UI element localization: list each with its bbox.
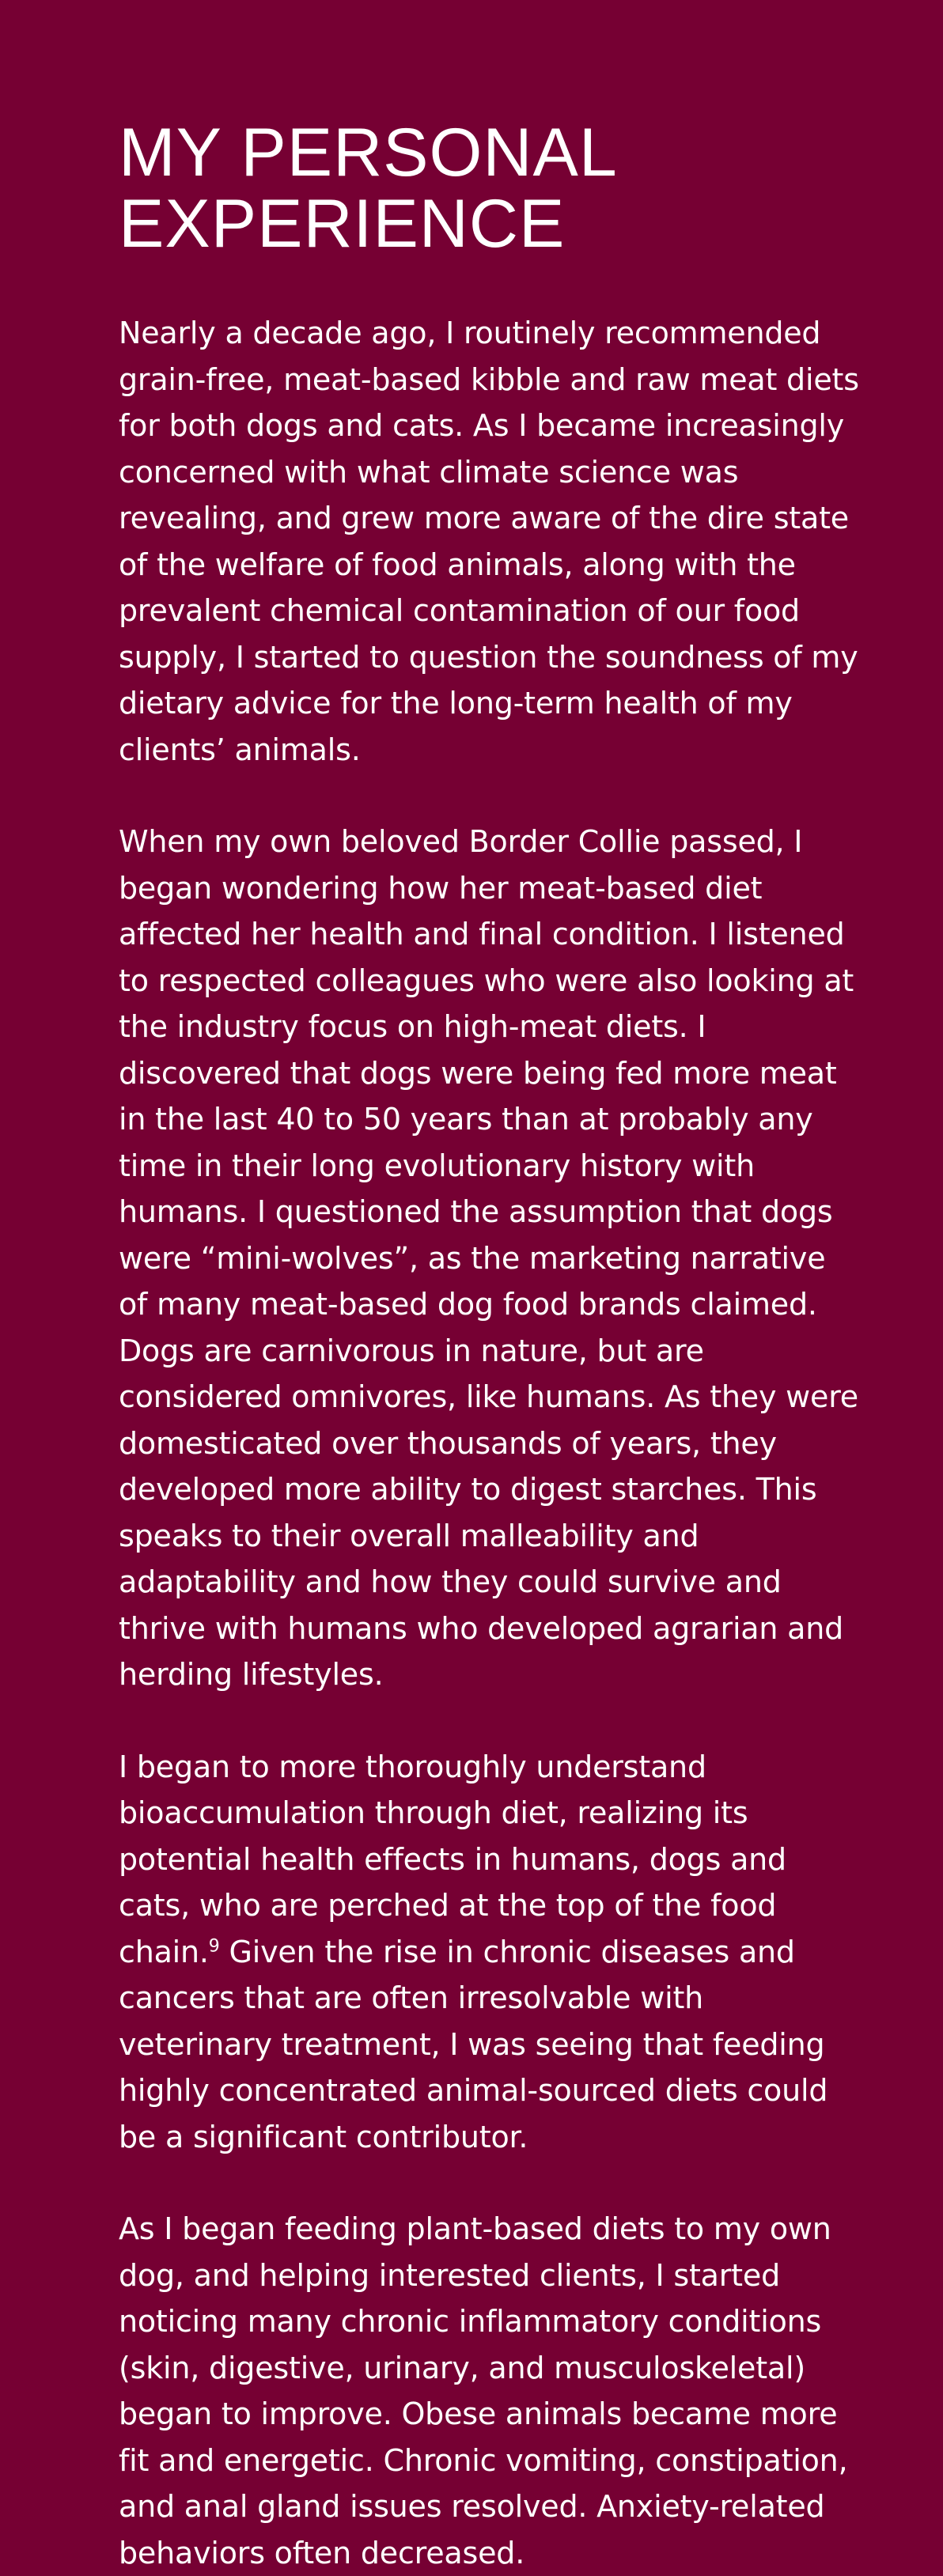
paragraph-plant-based: As I began feeding plant-based diets to my own dog, and helping interested clients, I started noticing many chronic inflammatory conditions (skin, digestive, urinary, and musculoskeletal) began to improve. Obese animals became more fit and energetic. Chronic vomiting, constipation, and anal gland issues resolved. Anxiety-related behaviors often decreased. xyxy=(119,2211,848,2570)
paragraph-bioaccumulation xyxy=(119,1744,862,2161)
paragraph-bioaccumulation-part2: Given the rise in chronic diseases and cancers that are often irresolvable with veterinary treatment, I was seeing that feeding highly concentrated animal-sourced diets could be a significant contributor. xyxy=(119,1934,828,2154)
paragraph-border-collie: When my own beloved Border Collie passed, I began wondering how her meat-based diet affected her health and final condition. I listened to respected colleagues who were also looking at the industry focus on high-meat diets. I discovered that dogs were being fed more meat in the last 40 to 50 years than at probably any time in their long evolutionary history with humans. I questioned the assumption that dogs were “mini-wolves”, as the marketing narrative of many meat-based dog food brands claimed. Dogs are carnivorous in nature, but are considered omnivores, like humans. As they were domesticated over thousands of years, they developed more ability to digest starches. This speaks to their overall malleability and adaptability and how they could survive and thrive with humans who developed agrarian and herding lifestyles. xyxy=(119,824,858,1692)
paragraph-decade-ago: Nearly a decade ago, I routinely recommended grain-free, meat-based kibble and raw meat diets for both dogs and cats. As I became increasingly concerned with what climate science was revealing, and grew more aware of the dire state of the welfare of food animals, along with the prevalent chemical contamination of our food supply, I started to question the soundness of my dietary advice for the long-term health of my clients’ animals. xyxy=(119,316,859,767)
footnote-marker: 9 xyxy=(208,1935,220,1956)
page-title: MY PERSONAL EXPERIENCE xyxy=(119,115,615,262)
body-text xyxy=(119,310,862,2576)
paragraph-bioaccumulation-part1: I began to more thoroughly understand bioaccumulation through diet, realizing its potential health effects in humans, dogs and cats, who are perched at the top of the food chain. xyxy=(119,1749,786,1969)
